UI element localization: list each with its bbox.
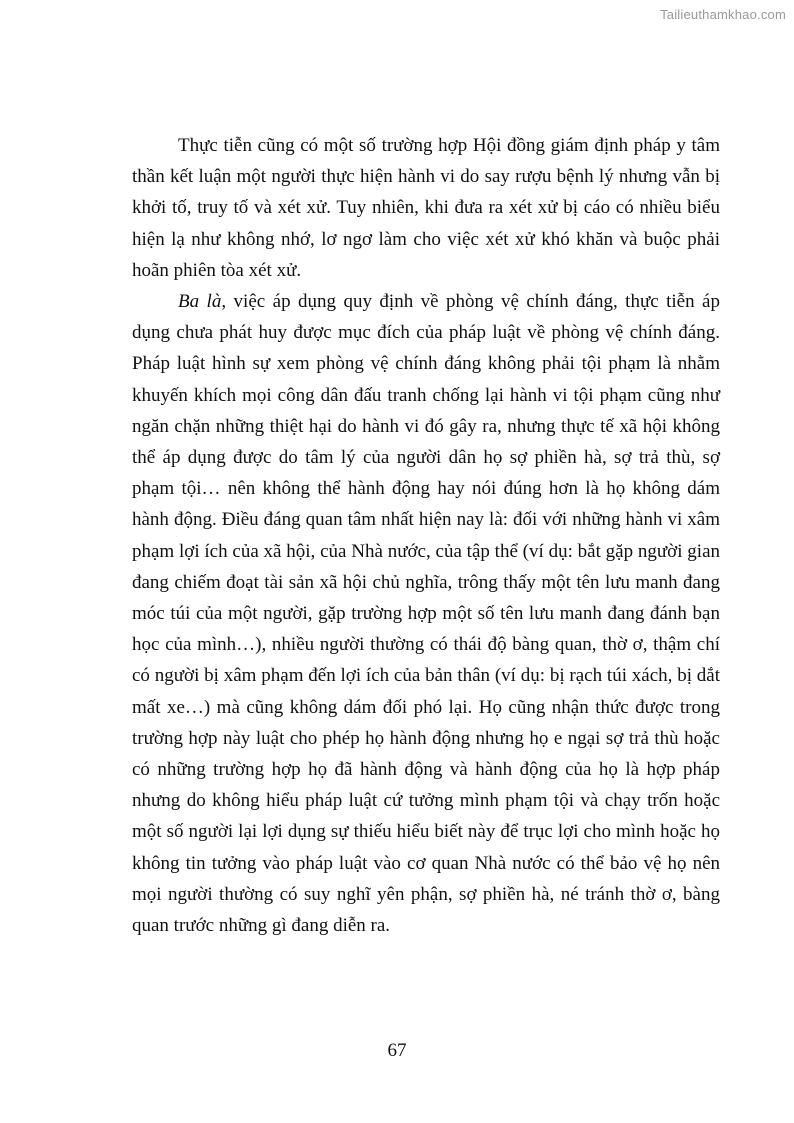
paragraph-1 [132,130,720,286]
paragraph-1-text: Thực tiễn cũng có một số trường hợp Hội đồng giám định pháp y tâm thần kết luận một người thực hiện hành vi do say rượu bệnh lý nhưng vẫn bị khởi tố, truy tố và xét xử. Tuy nhiên, khi đưa ra xét xử bị cáo có nhiều biểu hiện lạ như không nhớ, lơ ngơ làm cho việc xét xử khó khăn và buộc phải hoãn phiên tòa xét xử. [132,135,720,281]
page-number: 67 [387,1040,407,1061]
paragraph-2-lead: Ba là [178,291,222,313]
document-body [132,130,720,941]
paragraph-2 [132,286,720,941]
paragraph-2-text: , việc áp dụng quy định về phòng vệ chính đáng, thực tiễn áp dụng chưa phát huy được mục đích của pháp luật về phòng vệ chính đáng. Pháp luật hình sự xem phòng vệ chính đáng không phải tội phạm là nhằm khuyến khích mọi công dân đấu tranh chống lại hành vi tội phạm cũng như ngăn chặn những thiệt hại do hành vi đó gây ra, nhưng thực tế xã hội không thể áp dụng được do tâm lý của người dân họ sợ phiền hà, sợ trả thù, sợ phạm tội… nên không thể hành động hay nói đúng hơn là họ không dám hành động. Điều đáng quan tâm nhất hiện nay là: đối với những hành vi xâm phạm lợi ích của xã hội, của Nhà nước, của tập thể (ví dụ: bắt gặp người gian đang chiếm đoạt tài sản xã hội chủ nghĩa, trông thấy một tên lưu manh đang móc túi của một người, gặp trường hợp một số tên lưu manh đang đánh bạn học của mình…), nhiều người thường có thái độ bàng quan, thờ ơ, thậm chí có người bị xâm phạm đến lợi ích của bản thân (ví dụ: bị rạch túi xách, bị dắt mất xe…) mà cũng không dám đối phó lại. Họ cũng nhận thức được trong trường hợp này luật cho phép họ hành động nhưng họ e ngại sợ trả thù hoặc có những trường hợp họ đã hành động và hành động của họ là hợp pháp nhưng do không hiểu pháp luật cứ tưởng mình phạm tội và chạy trốn hoặc một số người lại lợi dụng sự thiếu hiểu biết này để trục lợi cho mình hoặc họ không tin tưởng vào pháp luật vào cơ quan Nhà nước có thể bảo vệ họ nên mọi người thường có suy nghĩ yên phận, sợ phiền hà, né tránh thờ ơ, bàng quan trước những gì đang diễn ra. [132,291,720,937]
watermark: Tailieuthamkhao.com [660,7,786,22]
